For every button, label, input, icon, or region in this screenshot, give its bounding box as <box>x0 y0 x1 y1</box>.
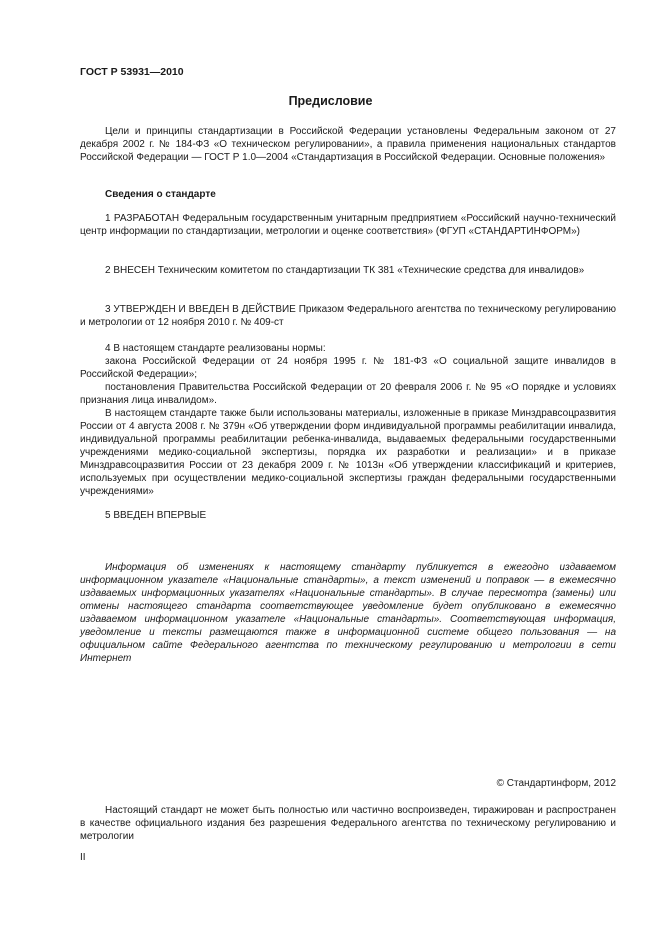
item-3-text: 3 УТВЕРЖДЕН И ВВЕДЕН В ДЕЙСТВИЕ Приказом Федерального агентства по техническому регулированию и метрологии от 12 ноября 2010 г. № 409-ст <box>80 304 616 328</box>
item-2 <box>80 264 616 277</box>
item-1-text: 1 РАЗРАБОТАН Федеральным государственным унитарным предприятием «Российский научно-технический центр информации по стандартизации, метрологии и оценке соответствия» (ФГУП «СТАНДАРТИНФОРМ») <box>80 213 616 237</box>
intro-section <box>80 125 616 164</box>
reproduction-notice <box>80 804 616 843</box>
reproduction-notice-text: Настоящий стандарт не может быть полностью или частично воспроизведен, тиражирован и распространен в качестве официального издания без разрешения Федерального агентства по техническому регулированию и метрологии <box>80 805 616 842</box>
item-4-lead: 4 В настоящем стандарте реализованы нормы: <box>105 343 326 354</box>
copyright: © Стандартинформ, 2012 <box>496 778 616 789</box>
item-4-law: закона Российской Федерации от 24 ноября 1995 г. № 181-ФЗ «О социальной защите инвалидов в Российской Федерации»; <box>80 356 616 380</box>
item-2-text: 2 ВНЕСЕН Техническим комитетом по стандартизации ТК 381 «Технические средства для инвалидов» <box>105 265 585 276</box>
item-4 <box>80 342 616 498</box>
item-4-decree: постановления Правительства Российской Федерации от 20 февраля 2006 г. № 95 «О порядке и условиях признания лица инвалидом». <box>80 382 616 406</box>
page-title: Предисловие <box>288 94 373 108</box>
item-5 <box>80 509 616 522</box>
item-1 <box>80 212 616 238</box>
info-notice <box>80 561 616 665</box>
info-notice-text: Информация об изменениях к настоящему стандарту публикуется в ежегодно издаваемом информационном указателе «Национальные стандарты», а текст изменений и поправок — в ежемесячно издаваемых информационных указателях «Национальные стандарты». В случае пересмотра (замены) или отмены настоящего стандарта соответствующее уведомление будет опубликовано в ежемесячно издаваемом информационном указателе «Национальные стандарты». Соответствующая информация, уведомление и тексты размещаются также в информационной системе общего пользования — на официальном сайте Федерального агентства по техническому регулированию и метрологии в сети Интернет <box>80 562 616 664</box>
item-4-materials: В настоящем стандарте также были использованы материалы, изложенные в приказе Минздравсоцразвития России от 4 августа 2008 г. № 379н «Об утверждении форм индивидуальной программы реабилитации инвалида, индивидуальной программы реабилитации ребенка-инвалида, выдаваемых федеральными государственными учреждениями медико-социальной экспертизы, порядка их разработки и реализации» и в приказе Минздравсоцразвития России от 23 декабря 2009 г. № 1013н «Об утверждении классификаций и критериев, используемых при осуществлении медико-социальной экспертизы граждан федеральными государственными учреждениями» <box>80 408 616 497</box>
item-3 <box>80 303 616 329</box>
document-id: ГОСТ Р 53931—2010 <box>80 66 184 78</box>
intro-paragraph: Цели и принципы стандартизации в Российской Федерации установлены Федеральным законом от 27 декабря 2002 г. № 184-ФЗ «О техническом регулировании», а правила применения национальных стандартов Российской Федерации — ГОСТ Р 1.0—2004 «Стандартизация в Российской Федерации. Основные положения» <box>80 126 616 163</box>
page-number: II <box>80 852 86 863</box>
section-subheading: Сведения о стандарте <box>105 189 216 200</box>
item-5-text: 5 ВВЕДЕН ВПЕРВЫЕ <box>105 510 207 521</box>
